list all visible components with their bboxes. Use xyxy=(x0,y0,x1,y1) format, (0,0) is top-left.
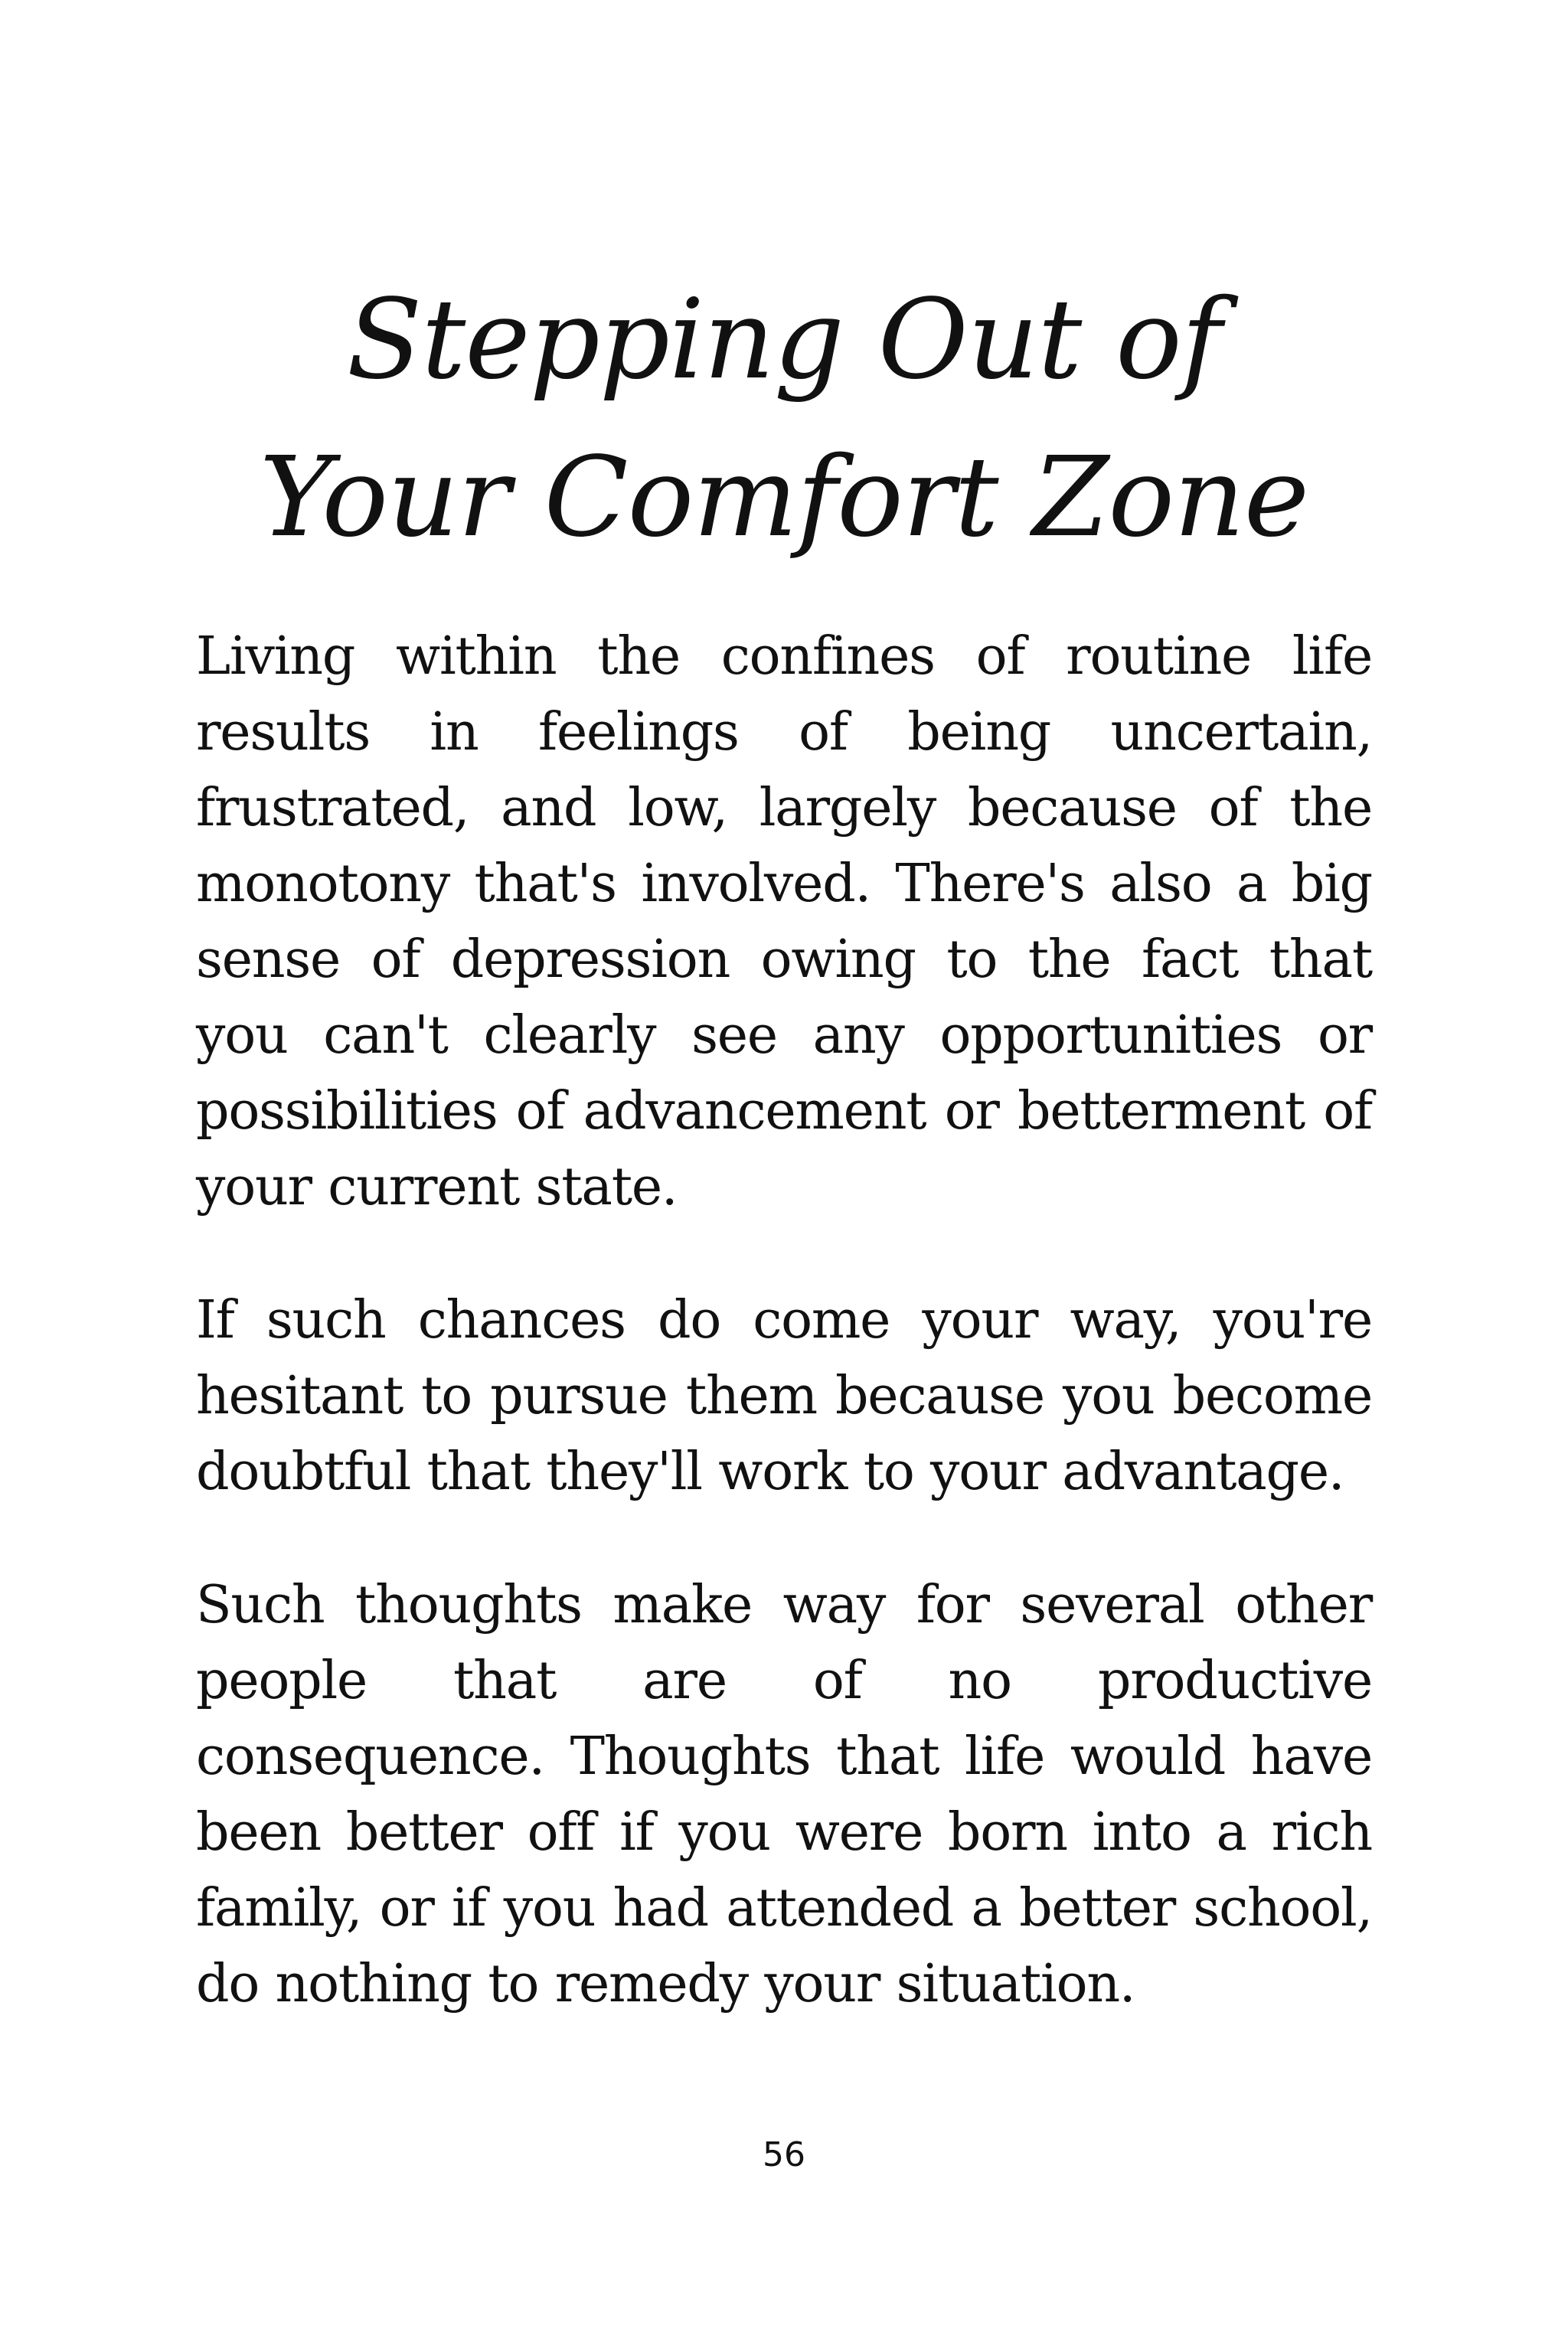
paragraph-3: Such thoughts make way for several other people that are of no productive consequence. Thoughts that life would have been better off if you were born into a rich family, or if you had attended a better school, do nothing to remedy your situation. xyxy=(196,1575,1372,2014)
paragraph-2: If such chances do come your way, you're hesitant to pursue them because you become doubtful that they'll work to your advantage. xyxy=(196,1290,1372,1502)
paragraph-1: Living within the confines of routine life results in feelings of being uncertain, frustrated, and low, largely because of the monotony that's involved. There's also a big sense of depression owing to the fact that you can't clearly see any opportunities or possibilities of advancement or betterment of your current state. xyxy=(196,626,1372,1217)
page-number: 56 xyxy=(763,2135,805,2174)
body-text xyxy=(196,619,1372,2079)
chapter-title xyxy=(0,260,1568,576)
chapter-title-line-2: Your Comfort Zone xyxy=(259,433,1309,561)
chapter-title-line-1: Stepping Out of xyxy=(346,275,1222,403)
